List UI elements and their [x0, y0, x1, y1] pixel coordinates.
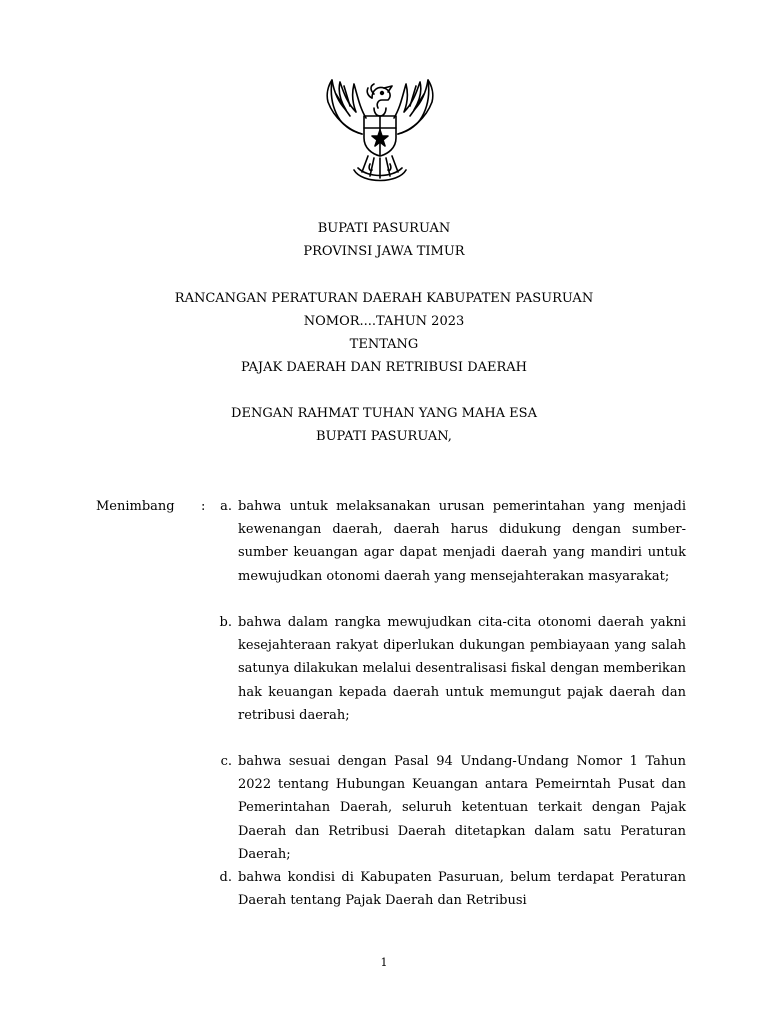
garuda-pancasila-emblem-icon	[318, 72, 442, 196]
regulation-subject: PAJAK DAERAH DAN RETRIBUSI DAERAH	[240, 360, 528, 375]
considering-label: Menimbang	[96, 499, 175, 514]
considering-colon: :	[201, 499, 206, 514]
considering-item-letter: b.	[219, 615, 232, 630]
considering-item-text: bahwa untuk melaksanakan urusan pemerintahan yang menjadi kewenangan daerah, daerah harus didukung dengan sumber-sumber keuangan agar dapat menjadi daerah yang mandiri untuk mewujudkan otonomi daerah yang mensejahterakan masyarakat;	[238, 499, 686, 584]
regulation-title: RANCANGAN PERATURAN DAERAH KABUPATEN PASURUAN	[174, 291, 594, 306]
considering-item-text: bahwa sesuai dengan Pasal 94 Undang-Undang Nomor 1 Tahun 2022 tentang Hubungan Keuangan antara Pemeirntah Pusat dan Pemerintahan Daerah, seluruh ketentuan terkait dengan Pajak Daerah dan Retribusi Daerah ditetapkan dalam satu Peraturan Daerah;	[238, 754, 686, 862]
considering-item-letter: c.	[220, 754, 232, 769]
regent-title: BUPATI PASURUAN	[317, 221, 451, 236]
considering-item-letter: a.	[220, 499, 232, 514]
province-title: PROVINSI JAWA TIMUR	[303, 244, 465, 259]
considering-item-letter: d.	[219, 870, 232, 885]
regulation-number: NOMOR....TAHUN 2023	[303, 314, 465, 329]
preamble-invocation: DENGAN RAHMAT TUHAN YANG MAHA ESA	[231, 406, 537, 421]
considering-item-text: bahwa kondisi di Kabupaten Pasuruan, belum terdapat Peraturan Daerah tentang Pajak Daerah dan Retribusi	[238, 870, 686, 909]
regulation-about-label: TENTANG	[349, 337, 419, 352]
considering-item-text: bahwa dalam rangka mewujudkan cita-cita otonomi daerah yakni kesejahteraan rakyat diperlukan dukungan pembiayaan yang salah satunya dilakukan melalui desentralisasi fiskal dengan memberikan hak keuangan kepada daerah untuk memungut pajak daerah dan retribusi daerah;	[238, 615, 686, 723]
preamble-regent: BUPATI PASURUAN,	[316, 429, 452, 444]
page-number: 1	[380, 956, 388, 969]
